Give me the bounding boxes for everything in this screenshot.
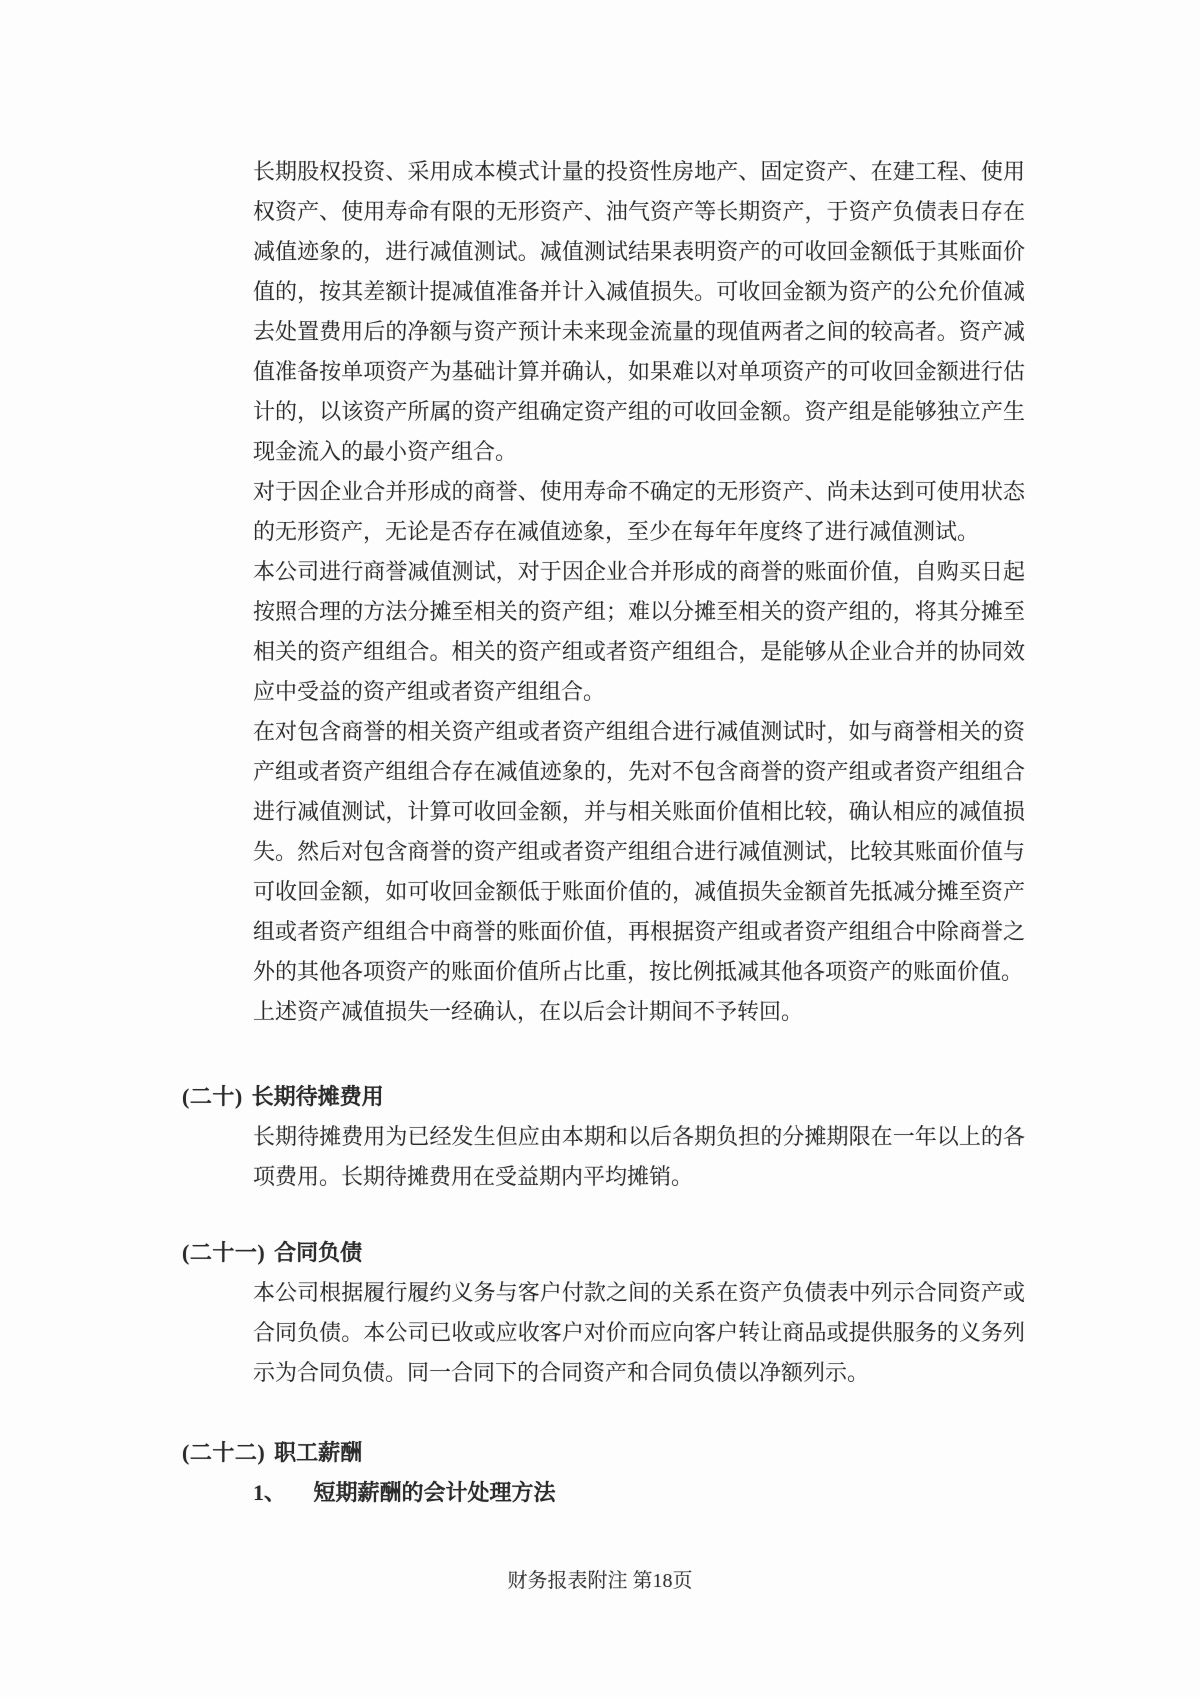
impairment-paragraph-1: 长期股权投资、采用成本模式计量的投资性房地产、固定资产、在建工程、使用权资产、使用寿命有限的无形资产、油气资产等长期资产，于资产负债表日存在减值迹象的，进行减值测试。减值测试结果表明资产的可收回金额低于其账面价值的，按其差额计提减值准备并计入减值损失。可收回金额为资产的公允价值减去处置费用后的净额与资产预计未来现金流量的现值两者之间的较高者。资产减值准备按单项资产为基础计算并确认，如果难以对单项资产的可收回金额进行估计的，以该资产所属的资产组确定资产组的可收回金额。资产组是能够独立产生现金流入的最小资产组合。 <box>253 159 1025 464</box>
section-20-paragraph: 长期待摊费用为已经发生但应由本期和以后各期负担的分摊期限在一年以上的各项费用。长期待摊费用在受益期内平均摊销。 <box>253 1124 1025 1189</box>
notes-text-flow <box>182 152 1024 1513</box>
section-heading-21 <box>182 1233 1024 1273</box>
impairment-paragraph-2: 对于因企业合并形成的商誉、使用寿命不确定的无形资产、尚未达到可使用状态的无形资产，无论是否存在减值迹象，至少在每年年度终了进行减值测试。 <box>253 479 1025 544</box>
section-title: 职工薪酬 <box>274 1440 363 1465</box>
section-number: (二十) <box>182 1084 243 1109</box>
subitem-number: 1、 <box>253 1480 287 1505</box>
section-heading-22 <box>182 1433 1024 1473</box>
section-number: (二十二) <box>182 1440 266 1465</box>
section-number: (二十一) <box>182 1240 266 1265</box>
page-footer: 财务报表附注 第18页 <box>507 1570 693 1592</box>
impairment-paragraph-3: 本公司进行商誉减值测试，对于因企业合并形成的商誉的账面价值，自购买日起按照合理的方法分摊至相关的资产组；难以分摊至相关的资产组的，将其分摊至相关的资产组组合。相关的资产组或者资产组组合，是能够从企业合并的协同效应中受益的资产组或者资产组组合。 <box>253 559 1025 704</box>
subitem-title: 短期薪酬的会计处理方法 <box>313 1480 556 1505</box>
section-title: 长期待摊费用 <box>251 1084 384 1109</box>
section-title: 合同负债 <box>274 1240 363 1265</box>
section-heading-20 <box>182 1077 1024 1117</box>
impairment-paragraph-4: 在对包含商誉的相关资产组或者资产组组合进行减值测试时，如与商誉相关的资产组或者资产组组合存在减值迹象的，先对不包含商誉的资产组或者资产组组合进行减值测试，计算可收回金额，并与相关账面价值相比较，确认相应的减值损失。然后对包含商誉的资产组或者资产组组合进行减值测试，比较其账面价值与可收回金额，如可收回金额低于账面价值的，减值损失金额首先抵减分摊至资产组或者资产组组合中商誉的账面价值，再根据资产组或者资产组组合中除商誉之外的其他各项资产的账面价值所占比重，按比例抵减其他各项资产的账面价值。 <box>253 719 1025 984</box>
section-22-subitem-1 <box>253 1473 1024 1513</box>
section-21-paragraph: 本公司根据履行履约义务与客户付款之间的关系在资产负债表中列示合同资产或合同负债。本公司已收或应收客户对价而应向客户转让商品或提供服务的义务列示为合同负债。同一合同下的合同资产和合同负债以净额列示。 <box>253 1280 1025 1385</box>
impairment-paragraph-5: 上述资产减值损失一经确认，在以后会计期间不予转回。 <box>253 999 804 1024</box>
